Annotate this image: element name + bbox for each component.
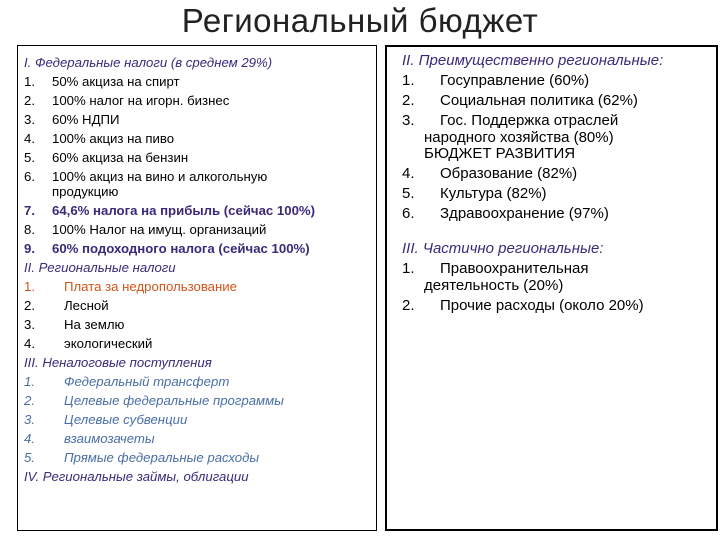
item-text: Лесной [64,298,109,313]
item-text: экологический [64,336,153,351]
item-text: III. Неналоговые поступления [24,355,212,370]
item-text: 50% акциза на спирт [52,74,180,89]
item-number: 3. [24,112,35,127]
item-text: Плата за недропользование [64,279,238,294]
item-text: 60% акциза на бензин [52,150,189,165]
item-text: III. Частично региональные: [402,240,604,257]
item-text: Образование (82%) [440,165,578,182]
item-number: 9. [24,241,35,256]
item-text: Прямые федеральные расходы [64,450,260,465]
item-text: Правоохранительная [440,260,589,277]
item-text: I. Федеральные налоги (в среднем 29%) [24,55,273,70]
item-text: Гос. Поддержка отраслей [440,112,619,129]
item-text: Прочие расходы (около 20%) [440,297,644,314]
item-number: 4. [24,131,35,146]
item-text: На землю [64,317,125,332]
item-number: 1. [24,74,35,89]
left-panel [17,45,377,531]
item-text: II. Региональные налоги [24,260,176,275]
item-number: 6. [402,205,415,222]
item-text: Федеральный трансферт [64,374,230,389]
item-text: IV. Региональные займы, облигации [24,469,249,484]
item-number: 4. [402,165,415,182]
item-text: 60% подоходного налога (сейчас 100%) [52,241,310,256]
item-text: деятельность (20%) [424,277,564,294]
item-number: 3. [24,317,35,332]
item-number: 1. [24,279,35,294]
item-number: 4. [24,431,35,446]
page-title: Региональный бюджет [181,2,539,39]
item-number: 6. [24,169,35,184]
item-number: 2. [24,93,35,108]
item-number: 2. [402,92,415,109]
item-number: 5. [24,450,35,465]
item-text: 60% НДПИ [52,112,120,127]
item-text: 100% акциз на пиво [52,131,175,146]
right-panel [385,45,718,531]
item-number: 3. [24,412,35,427]
item-number: 2. [24,393,35,408]
item-number: 2. [24,298,35,313]
item-text: Целевые субвенции [64,412,188,427]
item-number: 2. [402,297,415,314]
item-number: 7. [24,203,35,218]
item-text: 100% налог на игорн. бизнес [52,93,230,108]
item-text: продукцию [52,184,119,199]
item-number: 8. [24,222,35,237]
item-text: Здравоохранение (97%) [440,205,609,222]
item-text: Госуправление (60%) [440,72,590,89]
item-number: 1. [402,72,415,89]
item-number: 5. [24,150,35,165]
item-text: Культура (82%) [440,185,547,202]
item-number: 5. [402,185,415,202]
item-number: 3. [402,112,415,129]
item-text: народного хозяйства (80%) [424,129,614,146]
item-text: Социальная политика (62%) [440,92,638,109]
item-text: 64,6% налога на прибыль (сейчас 100%) [52,203,316,218]
item-text: взаимозачеты [64,431,155,446]
item-number: 1. [402,260,415,277]
item-number: 4. [24,336,35,351]
item-text: БЮДЖЕТ РАЗВИТИЯ [424,145,576,162]
item-text: 100% Налог на имущ. организаций [52,222,267,237]
item-text: II. Преимущественно региональные: [402,52,664,69]
item-text: Целевые федеральные программы [64,393,284,408]
item-number: 1. [24,374,35,389]
item-text: 100% акциз на вино и алкогольную [52,169,268,184]
